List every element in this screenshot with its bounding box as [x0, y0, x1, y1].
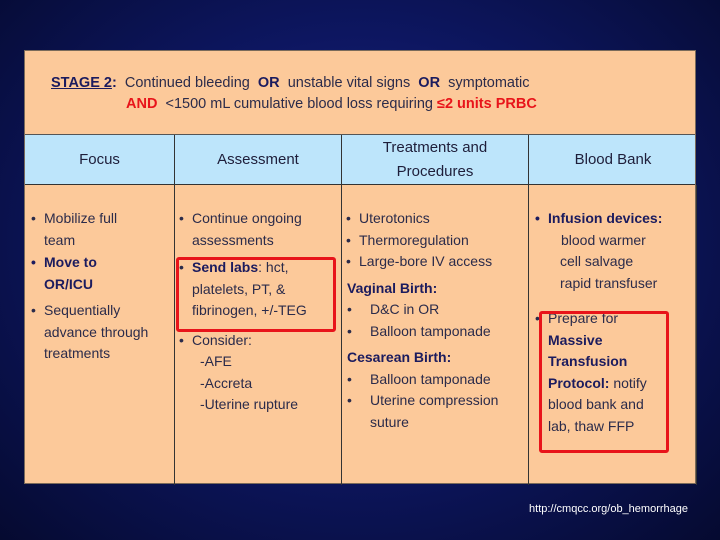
- mtp-detail: notify blood bank and lab, thaw FFP: [548, 374, 647, 434]
- labs-detail: : hct, platelets, PT, & fibrinogen, +/-TEG: [192, 259, 307, 318]
- banner-line-1: [51, 75, 530, 91]
- mtp-label: Protocol:: [548, 374, 610, 391]
- list-item: • Large-bore IV access: [342, 251, 528, 273]
- cesarean-birth-heading: Cesarean Birth:: [347, 349, 452, 365]
- criterion: <1500 mL cumulative blood loss requiring: [165, 96, 433, 112]
- list-item: • Uterotonics: [342, 208, 528, 230]
- list-item: • Consider:: [175, 330, 341, 352]
- header-assessment: Assessment: [175, 135, 342, 185]
- list-item: • D&C in OR: [342, 299, 528, 321]
- consider-list: [175, 351, 341, 416]
- consider-item: -Accreta: [200, 374, 253, 391]
- consider-item: -Uterine rupture: [200, 396, 299, 412]
- source-url[interactable]: http://cmqcc.org/ob_hemorrhage: [529, 503, 688, 515]
- banner-line-2: [126, 96, 537, 112]
- mtp-label: Transfusion: [548, 353, 628, 369]
- consider-item: -AFE: [200, 353, 232, 369]
- device-item: blood warmer: [561, 231, 646, 248]
- list-item: • Move to OR/ICU: [27, 252, 137, 295]
- list-item: • Uterine compression suture: [342, 390, 527, 433]
- prepare-text: Prepare for: [548, 310, 619, 326]
- list-item: • Balloon tamponade: [342, 321, 528, 343]
- treatments-column: [342, 185, 529, 485]
- stage-label: STAGE 2: [51, 75, 112, 91]
- colon: :: [111, 75, 117, 91]
- criterion: unstable vital signs: [287, 75, 411, 91]
- vaginal-birth-heading: Vaginal Birth:: [347, 279, 438, 296]
- list-item: • Thermoregulation: [342, 230, 528, 252]
- header-treatments: Treatments and Procedures: [342, 135, 529, 185]
- list-item: • Sequentially advance through treatments: [27, 300, 152, 365]
- highlight-box-labs: [176, 257, 336, 332]
- device-item: cell salvage: [560, 253, 634, 269]
- or-label: OR: [257, 75, 280, 91]
- focus-column: [25, 185, 175, 485]
- prbc-threshold: ≤2 units PRBC: [436, 96, 537, 112]
- and-label: AND: [126, 96, 158, 112]
- list-item: • Continue ongoing assessments: [175, 208, 340, 251]
- list-item: • Balloon tamponade: [342, 369, 528, 391]
- header-blood-bank: Blood Bank: [574, 151, 652, 168]
- or-label: OR: [418, 75, 441, 91]
- table-header: [25, 135, 695, 185]
- stage-banner: [25, 51, 695, 135]
- highlight-box-mtp: [539, 311, 669, 453]
- assessment-column: [175, 185, 342, 485]
- header-focus: Focus: [25, 135, 175, 185]
- list-item: • Infusion devices:: [531, 208, 696, 230]
- list-item: • Mobilize full team: [27, 208, 152, 251]
- send-labs-label: Send labs: [192, 259, 259, 275]
- device-item: rapid transfuser: [560, 274, 658, 291]
- stage-2-table: [24, 50, 696, 484]
- criterion: symptomatic: [448, 75, 530, 91]
- criterion: Continued bleeding: [124, 75, 250, 91]
- mtp-label: Massive: [548, 331, 603, 348]
